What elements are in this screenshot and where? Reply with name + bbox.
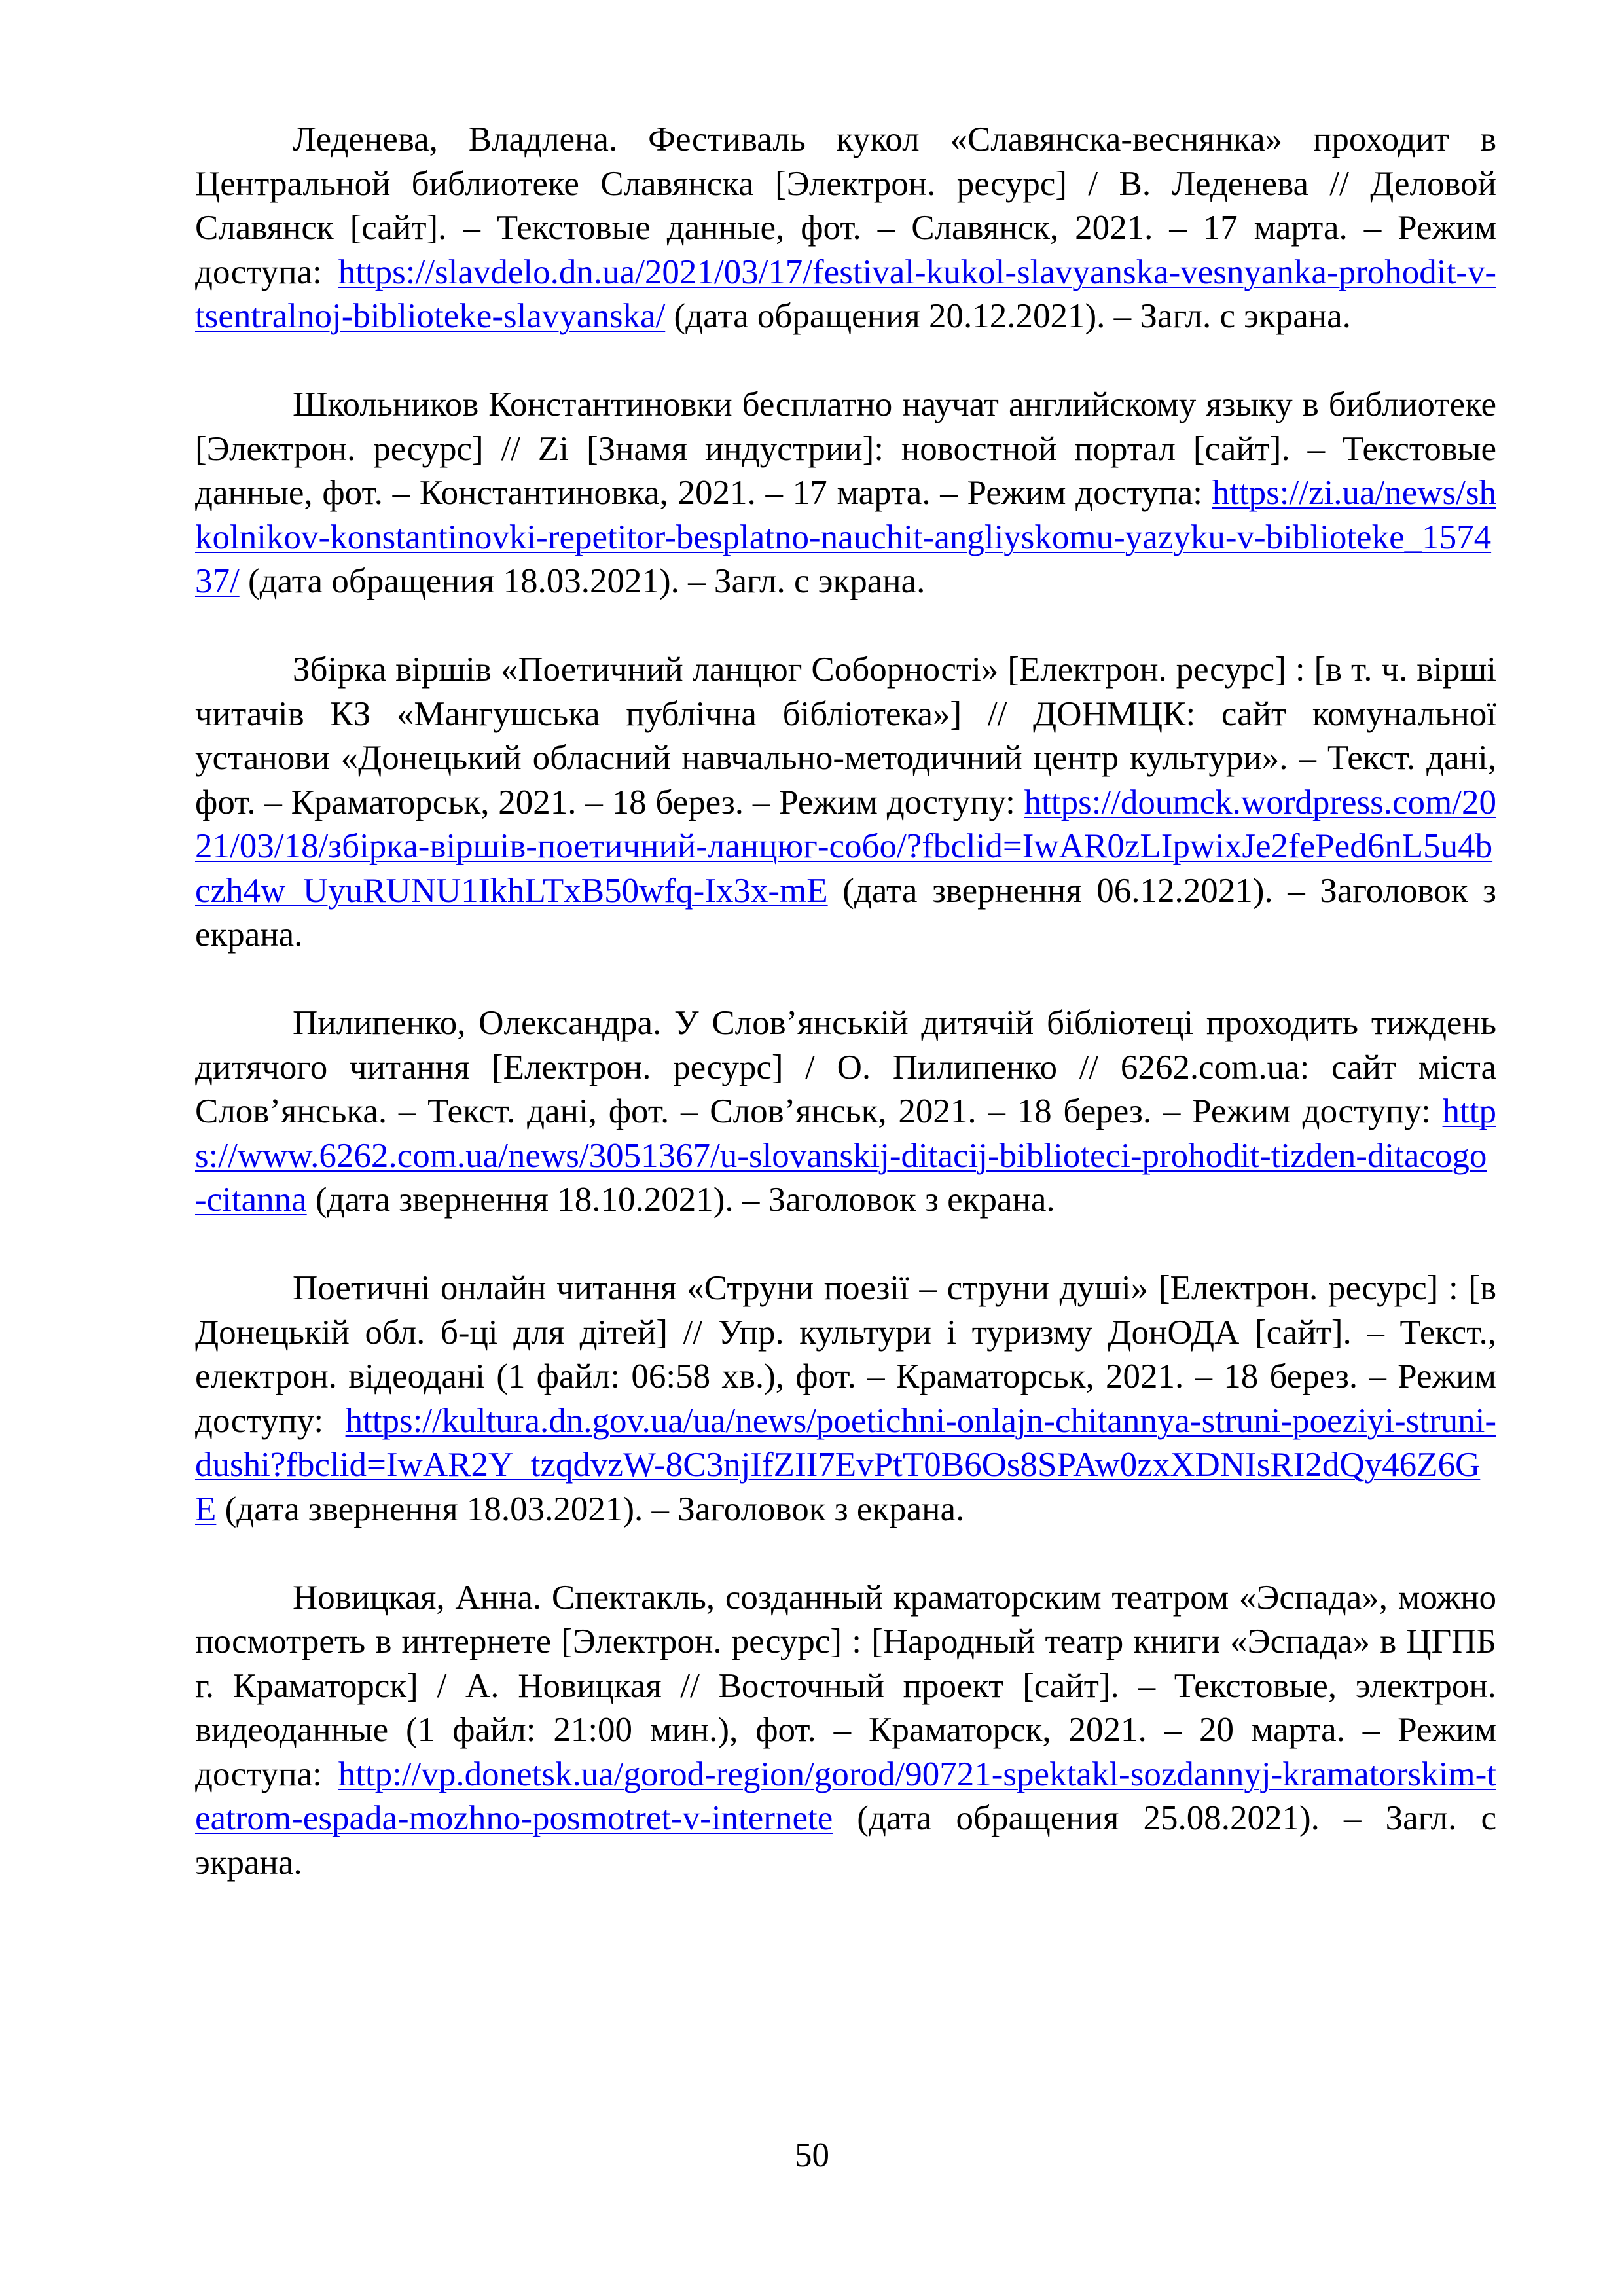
- entry-tail: (дата звернення 18.03.2021). – Заголовок з екрана.: [216, 1490, 965, 1528]
- entry-tail: (дата обращения 18.03.2021). – Загл. с экрана.: [239, 562, 926, 600]
- entry-link[interactable]: https://slavdelo.dn.ua/2021/03/17/festival-kukol-slavyanska-vesnyanka-prohodit-v-tsentralnoj-biblioteke-slavyanska/: [195, 253, 1496, 335]
- entry-text: Пилипенко, Олександра. У Слов’янській дитячій бібліотеці проходить тиждень дитячого читання [Електрон. ресурс] / О. Пилипенко // 6262.com.ua: сайт міста Слов’янська. – Текст. дані, фот. – Слов’янськ, 2021. – 18 берез. – Режим доступу:: [195, 1004, 1496, 1130]
- entry-tail: (дата обращения 20.12.2021). – Загл. с экрана.: [665, 297, 1351, 335]
- bibliography-entry: [195, 383, 1496, 604]
- entry-tail: (дата обращения 25.08.2021). – Загл. с экрана.: [195, 1799, 1496, 1882]
- entry-text: Леденева, Владлена. Фестиваль кукол «Славянска-веснянка» проходит в Центральной библиотеке Славянска [Электрон. ресурс] / В. Леденева // Деловой Славянск [сайт]. – Текстовые данные, фот. – Славянск, 2021. – 17 марта. – Режим доступа:: [195, 120, 1496, 291]
- bibliography-entry: [195, 1576, 1496, 1886]
- entry-tail: (дата звернення 06.12.2021). – Заголовок з екрана.: [195, 871, 1496, 954]
- bibliography-entry: [195, 648, 1496, 958]
- entry-link[interactable]: http://vp.donetsk.ua/gorod-region/gorod/90721-spektakl-sozdannyj-kramatorskim-teatrom-espada-mozhno-posmotret-v-internete: [195, 1755, 1496, 1837]
- entry-text: Поетичні онлайн читання «Струни поезії – струни душі» [Електрон. ресурс] : [в Донецькій обл. б-ці для дітей] // Упр. культури і туризму ДонОДА [сайт]. – Текст., електрон. відеодані (1 файл: 06:58 хв.), фот. – Краматорськ, 2021. – 18 берез. – Режим доступу:: [195, 1269, 1496, 1440]
- bibliography-entry: [195, 118, 1496, 339]
- entry-link[interactable]: https://doumck.wordpress.com/2021/03/18/збірка-віршів-поетичний-ланцюг-собо/?fbclid=IwAR0zLIpwixJe2fePed6nL5u4bczh4w_UyuRUNU1IkhLTxB50wfq-Ix3x-mE: [195, 783, 1496, 910]
- document-page: [195, 118, 1496, 1929]
- entry-tail: (дата звернення 18.10.2021). – Заголовок з екрана.: [306, 1181, 1055, 1219]
- entry-text: Школьников Константиновки бесплатно научат английскому языку в библиотеке [Электрон. ресурс] // Zi [Знамя индустрии]: новостной портал [сайт]. – Текстовые данные, фот. – Константиновка, 2021. – 17 марта. – Режим доступа:: [195, 386, 1496, 512]
- page-number: 50: [795, 2136, 829, 2174]
- entry-link[interactable]: https://www.6262.com.ua/news/3051367/u-slovanskij-ditacij-biblioteci-prohodit-tizden-ditacogo-citanna: [195, 1092, 1496, 1219]
- entry-link[interactable]: https://zi.ua/news/shkolnikov-konstantinovki-repetitor-besplatno-nauchit-angliyskomu-yazyku-v-biblioteke_157437/: [195, 474, 1496, 600]
- entry-text: Новицкая, Анна. Спектакль, созданный краматорским театром «Эспада», можно посмотреть в интернете [Электрон. ресурс] : [Народный театр книги «Эспада» в ЦГПБ г. Краматорск] / А. Новицкая // Восточный проект [сайт]. – Текстовые, электрон. видеоданные (1 файл: 21:00 мин.), фот. – Краматорск, 2021. – 20 марта. – Режим доступа:: [195, 1578, 1496, 1793]
- bibliography-entry: [195, 1266, 1496, 1532]
- entry-text: Збірка віршів «Поетичний ланцюг Соборності» [Електрон. ресурс] : [в т. ч. вірші читачів КЗ «Мангушська публічна бібліотека»] // ДОНМЦК: сайт комунальної установи «Донецький обласний навчально-методичний центр культури». – Текст. дані, фот. – Краматорськ, 2021. – 18 берез. – Режим доступу:: [195, 651, 1496, 821]
- entry-link[interactable]: https://kultura.dn.gov.ua/ua/news/poetichni-onlajn-chitannya-struni-poeziyi-struni-dushi?fbclid=IwAR2Y_tzqdvzW-8C3njIfZII7EvPtT0B6Os8SPAw0zxXDNIsRI2dQy46Z6GE: [195, 1401, 1496, 1528]
- bibliography-entry: [195, 1001, 1496, 1223]
